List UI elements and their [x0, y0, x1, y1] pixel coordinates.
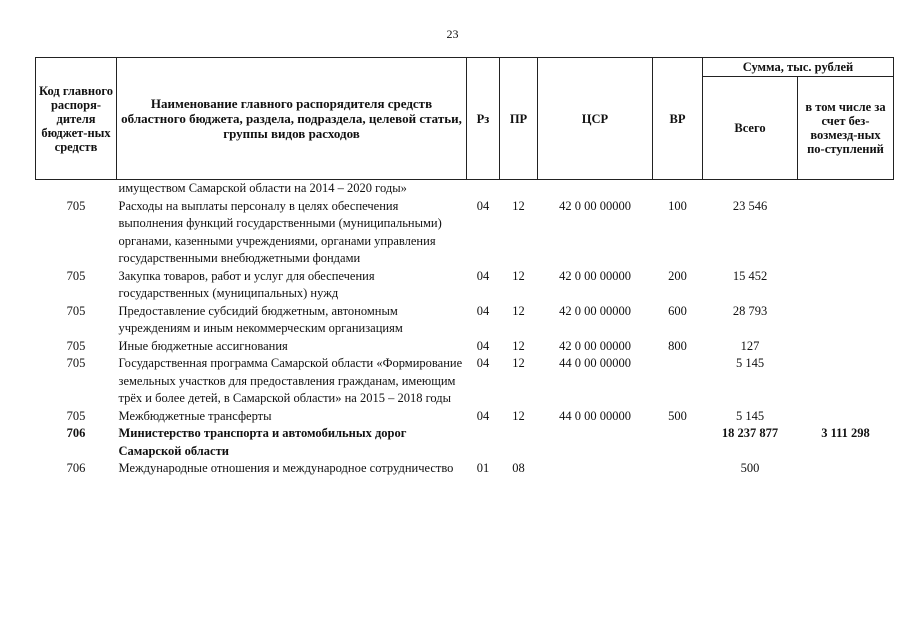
cell-csr: 42 0 00 00000 — [559, 268, 631, 283]
cell-code: 705 — [66, 356, 86, 370]
cell-pr: 12 — [512, 408, 525, 423]
header-bezv: в том числе за счет без-возмезд-ных по-ступлений — [798, 77, 894, 180]
cell-vr: 600 — [668, 303, 687, 318]
header-name: Наименование главного распорядителя средств областного бюджета, раздела, подраздела, целевой статьи, группы видов расходов — [117, 58, 467, 180]
cell-code: 705 — [66, 408, 86, 423]
cell-bezv — [798, 303, 894, 338]
cell-pr: 12 — [512, 198, 525, 213]
cell-rz: 04 — [476, 268, 490, 283]
cell-vr: 500 — [668, 408, 687, 423]
cell-name: Межбюджетные трансферты — [118, 408, 272, 423]
cell-vr: 800 — [668, 338, 687, 353]
cell-vr — [653, 460, 703, 478]
cell-vr: 200 — [668, 268, 687, 283]
budget-table — [35, 57, 894, 478]
table-row — [36, 355, 894, 408]
cell-code: 705 — [66, 303, 86, 318]
cell-code — [36, 180, 117, 198]
cell-pr: 08 — [512, 461, 525, 475]
cell-vr: 100 — [668, 198, 687, 213]
cell-total: 18 237 877 — [721, 426, 779, 440]
cell-csr — [538, 460, 653, 478]
cell-pr: 12 — [512, 356, 525, 370]
table-row — [36, 303, 894, 338]
cell-code: 706 — [66, 461, 86, 475]
cell-code: 705 — [66, 198, 86, 213]
cell-name: Международные отношения и международное сотрудничество — [118, 461, 454, 475]
cell-rz: 04 — [476, 338, 490, 353]
cell-bezv — [798, 355, 894, 408]
cell-name: Расходы на выплаты персоналу в целях обеспечения выполнения функций государственными (муниципальными) органами, казенными учреждениями, органами управления государственными внебюджетными фондами — [118, 198, 442, 265]
cell-bezv — [798, 180, 894, 198]
cell-csr: 42 0 00 00000 — [559, 338, 631, 353]
table-row — [36, 338, 894, 356]
cell-total: 15 452 — [732, 268, 768, 283]
cell-total: 23 546 — [732, 198, 768, 213]
cell-rz: 04 — [476, 356, 490, 370]
cell-bezv — [798, 460, 894, 478]
cell-name: Министерство транспорта и автомобильных дорог Самарской области — [118, 426, 407, 458]
table-row — [36, 408, 894, 426]
cell-bezv: 3 111 298 — [821, 426, 870, 440]
header-total: Всего — [703, 77, 798, 180]
header-code: Код главного распоря-дителя бюджет-ных средств — [36, 58, 117, 180]
cell-code: 705 — [66, 338, 86, 353]
table-row — [36, 180, 894, 198]
cell-total: 5 145 — [735, 356, 765, 370]
cell-bezv — [798, 198, 894, 268]
cell-vr — [653, 180, 703, 198]
cell-pr — [500, 425, 538, 460]
header-pr: ПР — [500, 58, 538, 180]
cell-code: 705 — [66, 268, 86, 283]
cell-csr — [538, 425, 653, 460]
cell-pr: 12 — [512, 268, 525, 283]
cell-rz: 01 — [476, 461, 490, 475]
cell-name: Закупка товаров, работ и услуг для обеспечения государственных (муниципальных) нужд — [118, 268, 375, 300]
table-row — [36, 425, 894, 460]
table-row — [36, 198, 894, 268]
table-row — [36, 268, 894, 303]
cell-bezv — [798, 268, 894, 303]
header-rz: Рз — [467, 58, 500, 180]
cell-csr: 44 0 00 00000 — [559, 356, 631, 370]
cell-name: имуществом Самарской области на 2014 – 2020 годы» — [118, 181, 407, 195]
cell-total: 5 145 — [735, 408, 765, 423]
cell-total: 500 — [740, 461, 760, 475]
table-body — [36, 180, 894, 478]
cell-bezv — [798, 338, 894, 356]
cell-csr: 42 0 00 00000 — [559, 198, 631, 213]
cell-name: Иные бюджетные ассигнования — [118, 338, 288, 353]
header-csr: ЦСР — [538, 58, 653, 180]
cell-rz — [467, 425, 500, 460]
cell-csr: 42 0 00 00000 — [559, 303, 631, 318]
cell-total: 127 — [740, 338, 760, 353]
header-sum: Сумма, тыс. рублей — [703, 58, 894, 77]
table-row — [36, 460, 894, 478]
cell-vr — [653, 355, 703, 408]
cell-rz: 04 — [476, 408, 490, 423]
cell-vr — [653, 425, 703, 460]
header-vr: ВР — [653, 58, 703, 180]
cell-total: 28 793 — [732, 303, 768, 318]
cell-pr: 12 — [512, 338, 525, 353]
cell-rz — [467, 180, 500, 198]
cell-name: Государственная программа Самарской области «Формирование земельных участков для предоставления гражданам, имеющим трёх и более детей, в Самарской области» на 2015 – 2018 годы — [118, 356, 463, 405]
cell-pr: 12 — [512, 303, 525, 318]
cell-total — [703, 180, 798, 198]
cell-rz: 04 — [476, 198, 490, 213]
page-number: 23 — [446, 27, 459, 41]
cell-csr: 44 0 00 00000 — [559, 408, 631, 423]
cell-pr — [500, 180, 538, 198]
cell-bezv — [798, 408, 894, 426]
cell-name: Предоставление субсидий бюджетным, автономным учреждениям и иным некоммерческим организациям — [118, 303, 403, 335]
cell-rz: 04 — [476, 303, 490, 318]
cell-code: 706 — [66, 426, 86, 440]
cell-csr — [538, 180, 653, 198]
